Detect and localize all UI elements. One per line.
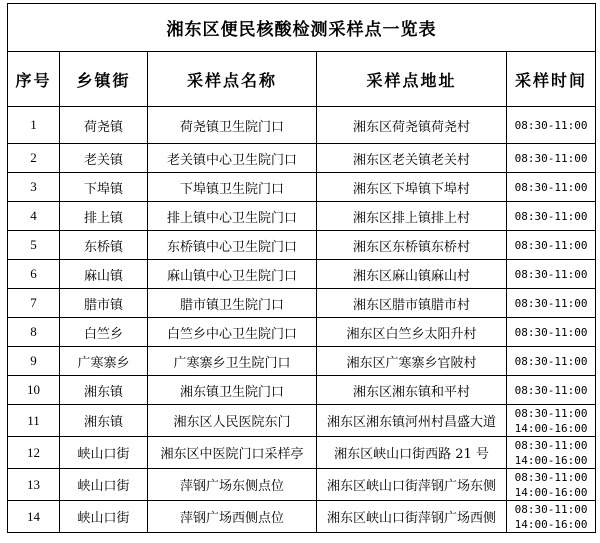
- time-slot: 08:30-11:00: [514, 383, 588, 397]
- cell-time: [507, 437, 596, 469]
- cell-address: 湘东区峡山口街萍钢广场西侧: [317, 501, 507, 533]
- table-row: [8, 347, 596, 376]
- cell-address: 湘东区峡山口街西路 21 号: [317, 437, 507, 469]
- time-slot: 08:30-11:00: [514, 267, 588, 281]
- cell-address: 湘东区湘东镇河州村昌盛大道: [317, 405, 507, 437]
- cell-address: 湘东区荷尧镇荷尧村: [317, 107, 507, 144]
- cell-name: 白竺乡中心卫生院门口: [148, 318, 317, 347]
- cell-no: 3: [8, 173, 60, 202]
- time-slot: 08:30-11:00: [514, 151, 588, 165]
- cell-town: 广寒寨乡: [60, 347, 148, 376]
- time-slot: 08:30-11:00: [514, 238, 588, 252]
- time-slot: 08:30-11:00: [514, 325, 588, 339]
- cell-no: 1: [8, 107, 60, 144]
- cell-name: 湘东区中医院门口采样亭: [148, 437, 317, 469]
- table-row: [8, 231, 596, 260]
- time-slot: 08:30-11:00: [514, 502, 588, 516]
- header-name: 采样点名称: [148, 52, 317, 107]
- cell-time: [507, 347, 596, 376]
- table-row: [8, 405, 596, 437]
- header-no: 序号: [8, 52, 60, 107]
- cell-town: 东桥镇: [60, 231, 148, 260]
- cell-time: [507, 469, 596, 501]
- cell-address: 湘东区湘东镇和平村: [317, 376, 507, 405]
- cell-name: 湘东区人民医院东门: [148, 405, 317, 437]
- cell-town: 峡山口街: [60, 437, 148, 469]
- time-slot: 08:30-11:00: [514, 438, 588, 452]
- table-row: [8, 202, 596, 231]
- cell-town: 麻山镇: [60, 260, 148, 289]
- cell-no: 12: [8, 437, 60, 469]
- cell-name: 麻山镇中心卫生院门口: [148, 260, 317, 289]
- cell-time: [507, 501, 596, 533]
- cell-town: 峡山口街: [60, 469, 148, 501]
- cell-time: [507, 202, 596, 231]
- cell-town: 排上镇: [60, 202, 148, 231]
- cell-time: [507, 376, 596, 405]
- cell-name: 广寒寨乡卫生院门口: [148, 347, 317, 376]
- table-row: [8, 469, 596, 501]
- table-row: [8, 173, 596, 202]
- time-slot: 08:30-11:00: [514, 406, 588, 420]
- cell-address: 湘东区东桥镇东桥村: [317, 231, 507, 260]
- table-row: [8, 289, 596, 318]
- cell-time: [507, 231, 596, 260]
- cell-name: 老关镇中心卫生院门口: [148, 144, 317, 173]
- header-row: [8, 52, 596, 107]
- header-address: 采样点地址: [317, 52, 507, 107]
- cell-address: 湘东区峡山口街萍钢广场东侧: [317, 469, 507, 501]
- cell-name: 萍钢广场东侧点位: [148, 469, 317, 501]
- cell-no: 7: [8, 289, 60, 318]
- table-body: [8, 107, 596, 533]
- cell-address: 湘东区腊市镇腊市村: [317, 289, 507, 318]
- cell-no: 9: [8, 347, 60, 376]
- cell-no: 13: [8, 469, 60, 501]
- table-row: [8, 144, 596, 173]
- cell-no: 8: [8, 318, 60, 347]
- cell-time: [507, 289, 596, 318]
- cell-address: 湘东区白竺乡太阳升村: [317, 318, 507, 347]
- time-slot: 08:30-11:00: [514, 296, 588, 310]
- time-slot: 14:00-16:00: [514, 517, 588, 531]
- cell-name: 排上镇中心卫生院门口: [148, 202, 317, 231]
- cell-town: 湘东镇: [60, 376, 148, 405]
- cell-name: 东桥镇中心卫生院门口: [148, 231, 317, 260]
- cell-address: 湘东区排上镇排上村: [317, 202, 507, 231]
- cell-name: 萍钢广场西侧点位: [148, 501, 317, 533]
- cell-no: 2: [8, 144, 60, 173]
- table-row: [8, 501, 596, 533]
- cell-no: 14: [8, 501, 60, 533]
- cell-town: 老关镇: [60, 144, 148, 173]
- cell-time: [507, 107, 596, 144]
- cell-no: 11: [8, 405, 60, 437]
- cell-name: 湘东镇卫生院门口: [148, 376, 317, 405]
- cell-town: 白竺乡: [60, 318, 148, 347]
- cell-address: 湘东区麻山镇麻山村: [317, 260, 507, 289]
- cell-address: 湘东区老关镇老关村: [317, 144, 507, 173]
- cell-name: 腊市镇卫生院门口: [148, 289, 317, 318]
- sampling-points-table: [7, 3, 596, 533]
- time-slot: 08:30-11:00: [514, 470, 588, 484]
- cell-time: [507, 318, 596, 347]
- cell-time: [507, 144, 596, 173]
- cell-no: 6: [8, 260, 60, 289]
- cell-town: 荷尧镇: [60, 107, 148, 144]
- cell-town: 峡山口街: [60, 501, 148, 533]
- cell-town: 下埠镇: [60, 173, 148, 202]
- cell-time: [507, 173, 596, 202]
- table-row: [8, 107, 596, 144]
- table-row: [8, 376, 596, 405]
- table-row: [8, 318, 596, 347]
- cell-town: 腊市镇: [60, 289, 148, 318]
- table-row: [8, 437, 596, 469]
- time-slot: 14:00-16:00: [514, 453, 588, 467]
- cell-time: [507, 405, 596, 437]
- time-slot: 08:30-11:00: [514, 209, 588, 223]
- header-time: 采样时间: [507, 52, 596, 107]
- table-row: [8, 260, 596, 289]
- cell-town: 湘东镇: [60, 405, 148, 437]
- cell-address: 湘东区下埠镇下埠村: [317, 173, 507, 202]
- time-slot: 14:00-16:00: [514, 421, 588, 435]
- time-slot: 08:30-11:00: [514, 354, 588, 368]
- cell-no: 10: [8, 376, 60, 405]
- cell-time: [507, 260, 596, 289]
- time-slot: 08:30-11:00: [514, 180, 588, 194]
- time-slot: 08:30-11:00: [514, 118, 588, 132]
- cell-name: 荷尧镇卫生院门口: [148, 107, 317, 144]
- table-title: 湘东区便民核酸检测采样点一览表: [8, 4, 596, 52]
- header-town: 乡镇街: [60, 52, 148, 107]
- cell-no: 5: [8, 231, 60, 260]
- cell-address: 湘东区广寒寨乡官陂村: [317, 347, 507, 376]
- cell-name: 下埠镇卫生院门口: [148, 173, 317, 202]
- cell-no: 4: [8, 202, 60, 231]
- time-slot: 14:00-16:00: [514, 485, 588, 499]
